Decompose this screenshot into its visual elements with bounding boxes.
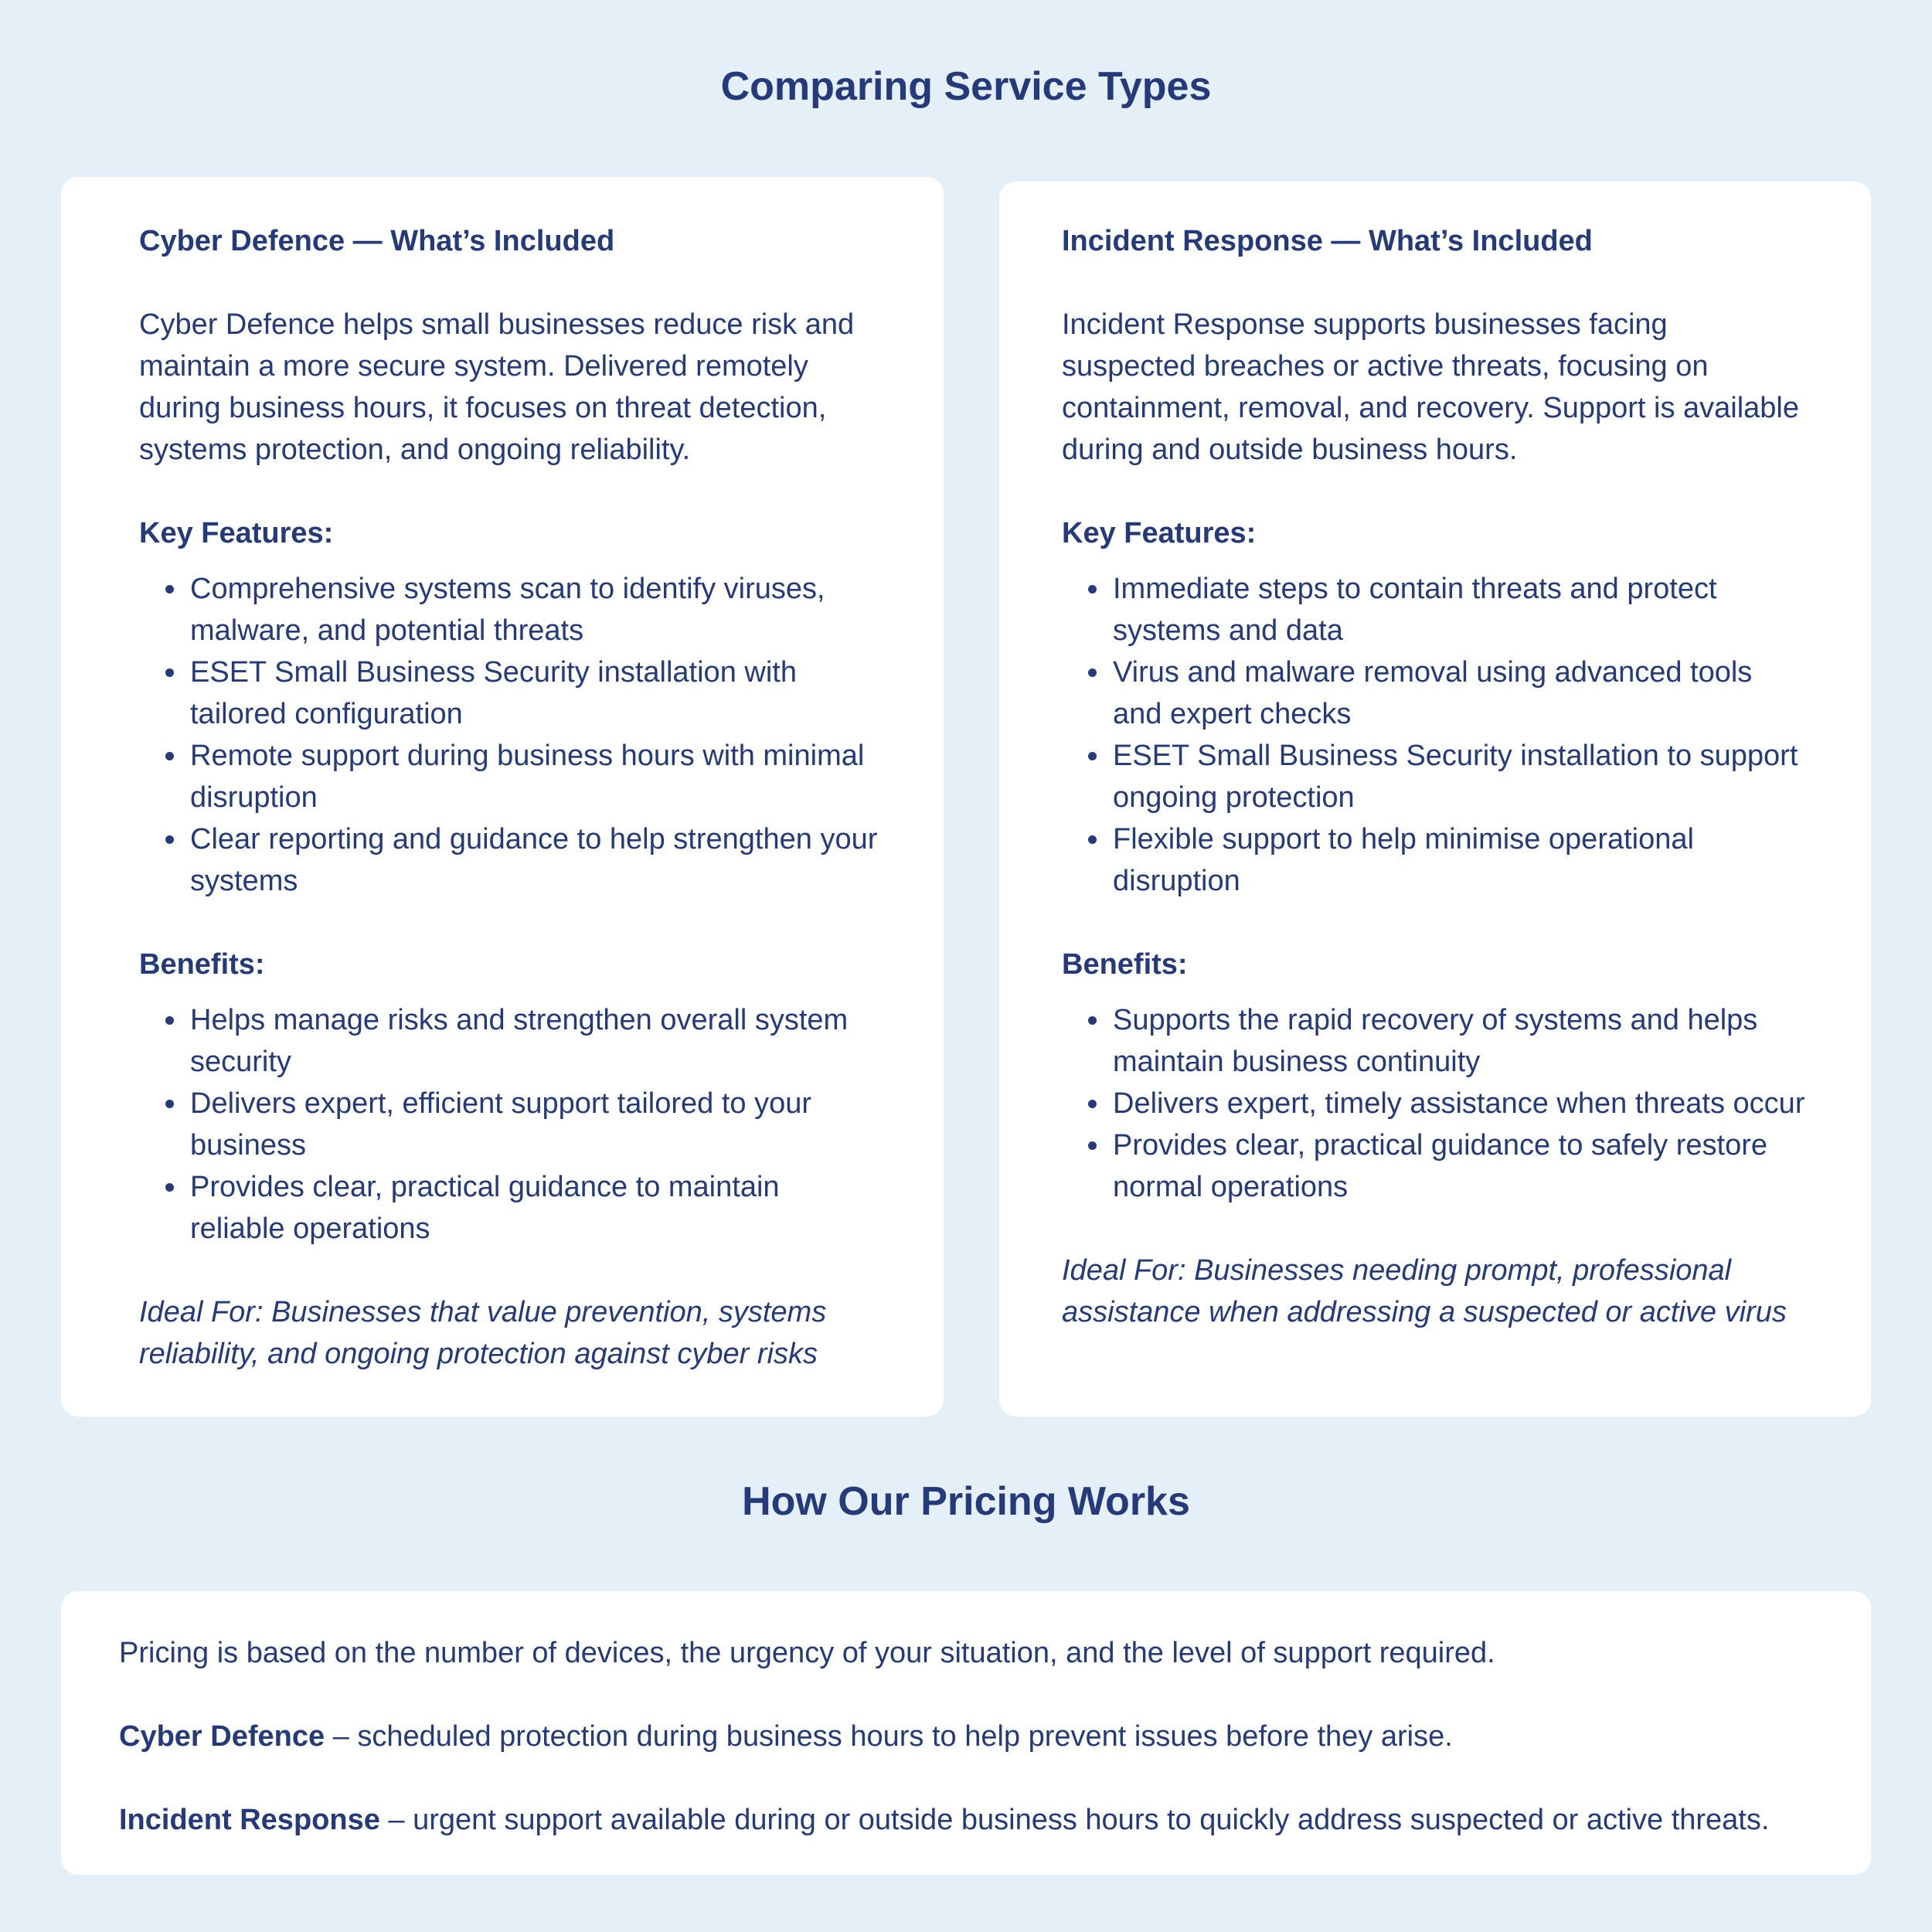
pricing-cd-text: – scheduled protection during business hours to help prevent issues before they arise. [325,1720,1453,1753]
list-item: Clear reporting and guidance to help strengthen your systems [190,818,882,902]
features-label: Key Features: [139,517,334,549]
features-list [139,568,882,902]
pricing-incident-response [119,1799,1813,1841]
list-item: Helps manage risks and strengthen overall system security [190,999,882,1083]
list-item: Provides clear, practical guidance to safely restore normal operations [1113,1124,1809,1208]
list-item: ESET Small Business Security installation to support ongoing protection [1113,735,1809,818]
list-item: Comprehensive systems scan to identify viruses, malware, and potential threats [190,568,882,651]
list-item: Virus and malware removal using advanced tools and expert checks [1113,651,1809,735]
card-intro: Cyber Defence helps small businesses reduce risk and maintain a more secure system. Delivered remotely during business hours, it focuses on threat detection, systems protection, and ongoing reliability. [139,308,855,466]
page-title: Comparing Service Types [720,64,1212,109]
pricing-cyber-defence [119,1716,1813,1757]
ideal-for: Ideal For: Businesses needing prompt, professional assistance when addressing a suspected or active virus [1062,1254,1787,1328]
list-item: ESET Small Business Security installation with tailored configuration [190,651,882,735]
pricing-card [61,1591,1871,1875]
pricing-intro: Pricing is based on the number of devices, the urgency of your situation, and the level of support required. [119,1637,1495,1669]
pricing-cd-label: Cyber Defence [119,1720,325,1753]
benefits-list [139,999,882,1250]
list-item: Supports the rapid recovery of systems and helps maintain business continuity [1113,999,1809,1083]
pricing-title: How Our Pricing Works [742,1479,1190,1524]
pricing-ir-label: Incident Response [119,1804,380,1836]
card-heading: Cyber Defence — What’s Included [139,225,615,257]
list-item: Immediate steps to contain threats and protect systems and data [1113,568,1809,651]
pricing-ir-text: – urgent support available during or outside business hours to quickly address suspected or active threats. [379,1804,1770,1836]
list-item: Flexible support to help minimise operational disruption [1113,818,1809,902]
card-intro: Incident Response supports businesses facing suspected breaches or active threats, focusing on containment, removal, and recovery. Support is available during and outside business hours. [1062,308,1800,466]
list-item: Delivers expert, efficient support tailored to your business [190,1083,882,1166]
card-heading: Incident Response — What’s Included [1062,225,1593,257]
features-list [1062,568,1809,902]
list-item: Remote support during business hours with minimal disruption [190,735,882,818]
ideal-for: Ideal For: Businesses that value prevention, systems reliability, and ongoing protection against cyber risks [139,1296,827,1370]
incident-response-card [999,182,1871,1417]
benefits-list [1062,999,1809,1208]
list-item: Provides clear, practical guidance to maintain reliable operations [190,1166,882,1250]
cyber-defence-card [61,177,944,1417]
benefits-label: Benefits: [1062,948,1188,981]
list-item: Delivers expert, timely assistance when threats occur [1113,1083,1809,1124]
benefits-label: Benefits: [139,948,265,981]
features-label: Key Features: [1062,517,1257,549]
